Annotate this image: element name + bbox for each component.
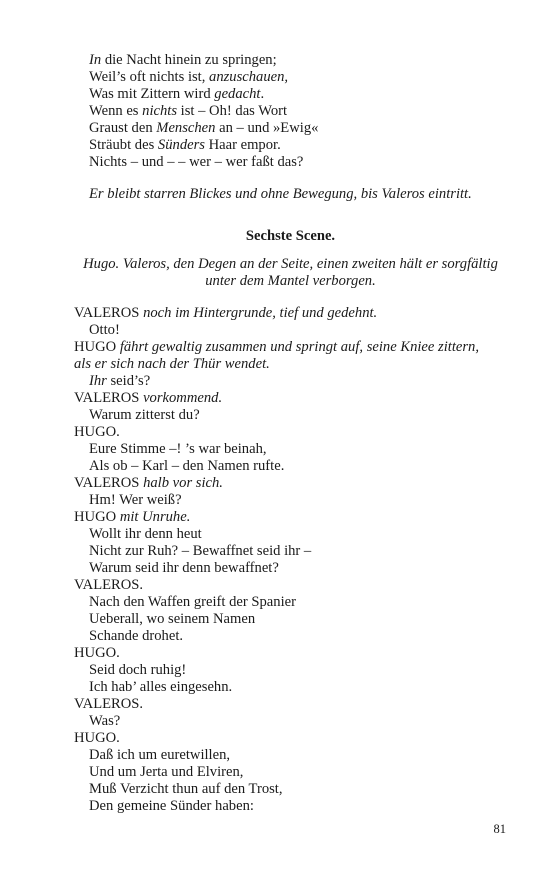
scene-intro: Hugo. Valeros, den Degen an der Seite, einen zweiten hält er sorgfältig (83, 256, 498, 272)
stage-direction: vorkommend. (139, 390, 223, 406)
verse-line: Nicht zur Ruh? – Bewaffnet seid ihr – (89, 543, 312, 559)
verse-line: Hm! Wer weiß? (89, 492, 182, 508)
verse-line: Wollt ihr denn heut (89, 526, 202, 542)
speaker-name: VALEROS (74, 305, 140, 321)
verse-line: Wenn es nichts ist – Oh! das Wort (89, 103, 288, 119)
verse-line: Ihr seid’s? (89, 373, 151, 389)
stage-direction: halb vor sich. (139, 475, 223, 491)
speaker-name: VALEROS (74, 390, 140, 406)
speaker-name: HUGO. (74, 424, 120, 440)
stage-direction: Er bleibt starren Blickes und ohne Bewegung, bis Valeros eintritt. (89, 186, 472, 202)
speaker-line (74, 390, 222, 407)
speaker-name: HUGO (74, 339, 117, 355)
verse-line: Schande drohet. (89, 628, 184, 644)
verse-line: Ich hab’ alles eingesehn. (89, 679, 233, 695)
verse-line: Sträubt des Sünders Haar empor. (89, 137, 281, 153)
verse-line: Was mit Zittern wird gedacht. (89, 86, 265, 102)
speaker-name: VALEROS (74, 475, 140, 491)
verse-line: In die Nacht hinein zu springen; (89, 52, 277, 68)
page-number: 81 (493, 822, 506, 836)
verse-line: Und um Jerta und Elviren, (89, 764, 244, 780)
scene-title: Sechste Scene. (245, 228, 336, 244)
speaker-line (74, 339, 479, 356)
verse-line: Ueberall, wo seinem Namen (89, 611, 256, 627)
verse-line: Warum zitterst du? (89, 407, 200, 423)
verse-line: Weil’s oft nichts ist, anzuschauen, (89, 69, 289, 85)
speaker-name: VALEROS. (74, 696, 144, 712)
verse-line: Den gemeine Sünder haben: (89, 798, 254, 814)
speaker-line (74, 475, 223, 492)
verse-line: Nach den Waffen greift der Spanier (89, 594, 296, 610)
verse-line: Warum seid ihr denn bewaffnet? (89, 560, 279, 576)
verse-line: Als ob – Karl – den Namen rufte. (89, 458, 285, 474)
verse-line: Nichts – und – – wer – wer faßt das? (89, 154, 304, 170)
verse-line: Daß ich um euretwillen, (89, 747, 231, 763)
verse-line: Otto! (89, 322, 120, 338)
speaker-name: HUGO. (74, 730, 120, 746)
speaker-line (74, 509, 190, 526)
verse-line: Graust den Menschen an – und »Ewig« (89, 120, 319, 136)
stage-direction: als er sich nach der Thür wendet. (74, 356, 270, 372)
stage-direction: mit Unruhe. (116, 509, 191, 525)
verse-line: Muß Verzicht thun auf den Trost, (89, 781, 283, 797)
verse-line: Eure Stimme –! ’s war beinah, (89, 441, 267, 457)
speaker-name: HUGO. (74, 645, 120, 661)
verse-line: Seid doch ruhig! (89, 662, 187, 678)
speaker-name: VALEROS. (74, 577, 144, 593)
stage-direction: fährt gewaltig zusammen und springt auf, seine Kniee zittern, (116, 339, 479, 355)
verse-line: Was? (89, 713, 121, 729)
speaker-line (74, 305, 377, 322)
stage-direction: noch im Hintergrunde, tief und gedehnt. (139, 305, 378, 321)
scene-intro: unter dem Mantel verborgen. (205, 273, 376, 289)
speaker-name: HUGO (74, 509, 117, 525)
